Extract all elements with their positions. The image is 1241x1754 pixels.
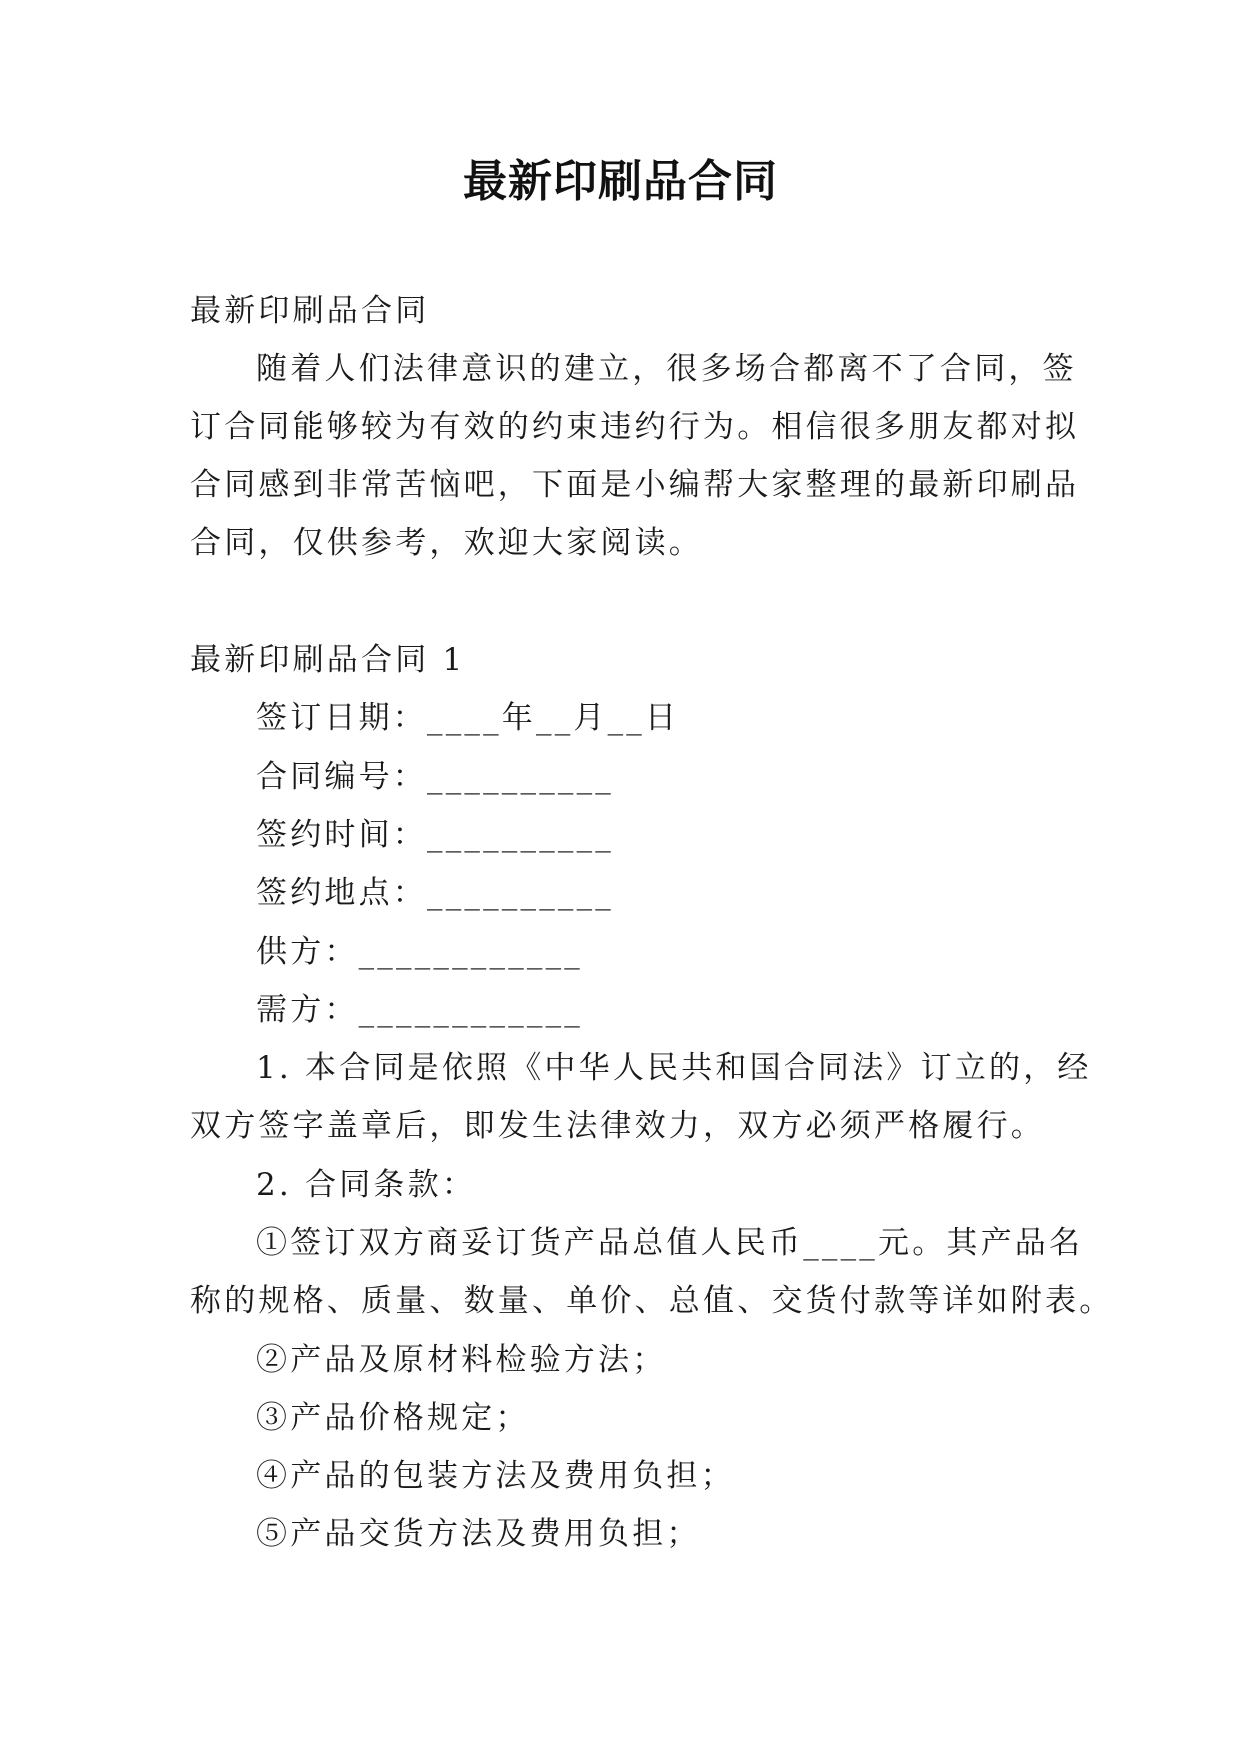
clause2-item1-line-1: ①签订双方商妥订货产品总值人民币____元。其产品名 <box>256 1225 1084 1261</box>
clause2-item1-line-2: 称的规格、质量、数量、单价、总值、交货付款等详如附表。 <box>190 1283 1114 1319</box>
clause1-line-1: 1. 本合同是依照《中华人民共和国合同法》订立的，经 <box>256 1050 1092 1086</box>
intro-line-1: 随着人们法律意识的建立，很多场合都离不了合同，签 <box>256 351 1077 387</box>
clause2-item-4: ④产品的包装方法及费用负担； <box>256 1458 735 1494</box>
clause2-item-5: ⑤产品交货方法及费用负担； <box>256 1516 701 1552</box>
clause2-item-2: ②产品及原材料检验方法； <box>256 1342 667 1378</box>
clause2-heading: 2. 合同条款： <box>256 1167 477 1203</box>
clause1-line-2: 双方签字盖章后，即发生法律效力，双方必须严格履行。 <box>190 1108 1045 1144</box>
clause2-item-3: ③产品价格规定； <box>256 1400 530 1436</box>
intro-line-3: 合同感到非常苦恼吧，下面是小编帮大家整理的最新印刷品 <box>190 467 1080 503</box>
document-title: 最新印刷品合同 <box>463 156 778 207</box>
document-subtitle: 最新印刷品合同 <box>190 293 430 329</box>
field-sign-time: 签约时间：__________ <box>256 817 614 853</box>
section-heading: 最新印刷品合同 1 <box>190 642 466 678</box>
field-sign-date: 签订日期：____年__月__日 <box>256 700 680 736</box>
field-sign-place: 签约地点：__________ <box>256 875 614 911</box>
field-supplier: 供方：____________ <box>256 934 583 970</box>
field-contract-no: 合同编号：__________ <box>256 759 614 795</box>
intro-line-2: 订合同能够较为有效的约束违约行为。相信很多朋友都对拟 <box>190 409 1080 445</box>
field-buyer: 需方：____________ <box>256 992 583 1028</box>
intro-line-4: 合同，仅供参考，欢迎大家阅读。 <box>190 525 703 561</box>
